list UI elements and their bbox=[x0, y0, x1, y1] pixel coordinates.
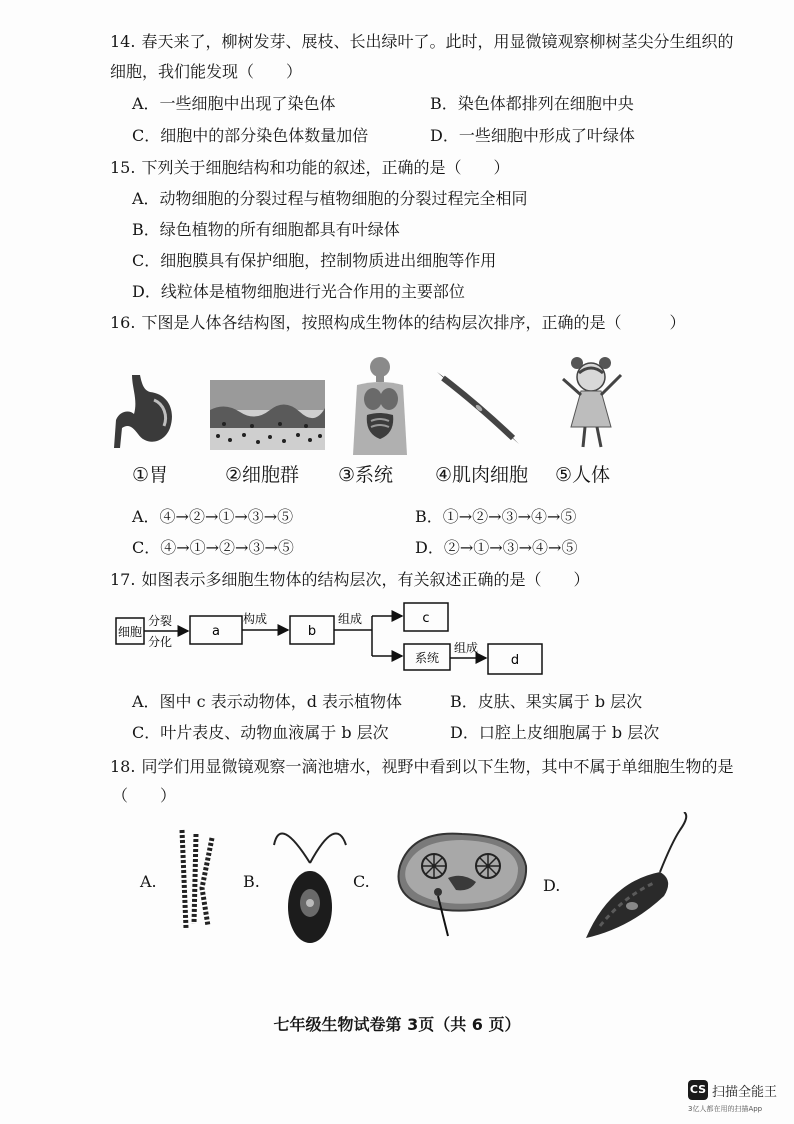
euglena-image bbox=[580, 812, 700, 952]
structure-level-diagram bbox=[110, 598, 550, 686]
q16-label-5: ⑤人体 bbox=[555, 464, 611, 486]
camscanner-name: 扫描全能王 bbox=[712, 1085, 778, 1100]
muscle-cell-image bbox=[433, 368, 523, 448]
q14-line2: 细胞，我们能发现（ ） bbox=[110, 62, 303, 81]
q15-option-b: B．绿色植物的所有细胞都具有叶绿体 bbox=[132, 220, 400, 239]
q16-label-1: ①胃 bbox=[132, 464, 169, 486]
q16-label-2: ②细胞群 bbox=[225, 464, 300, 486]
q14-option-d: D．一些细胞中形成了叶绿体 bbox=[430, 126, 635, 145]
q15-option-a: A．动物细胞的分裂过程与植物细胞的分裂过程完全相同 bbox=[132, 189, 528, 208]
q17-option-c: C．叶片表皮、动物血液属于 b 层次 bbox=[132, 723, 389, 742]
q14-number: 14. bbox=[110, 32, 136, 51]
q17-option-a: A．图中 c 表示动物体，d 表示植物体 bbox=[132, 692, 403, 711]
q16-label-3: ③系统 bbox=[338, 464, 394, 486]
q16-number: 16. bbox=[110, 313, 136, 332]
q16-option-d: D．②→①→③→④→⑤ bbox=[415, 538, 578, 557]
q17-stem-line bbox=[110, 570, 589, 590]
q18-label-d: D. bbox=[543, 876, 561, 895]
q15-stem-line bbox=[110, 158, 509, 178]
q17-option-d: D．口腔上皮细胞属于 b 层次 bbox=[450, 723, 660, 742]
q17-number: 17. bbox=[110, 570, 136, 589]
filament-organism-image bbox=[172, 828, 222, 933]
q18-stem-line bbox=[110, 757, 733, 777]
chlamydomonas-image bbox=[270, 815, 350, 945]
q18-label-b: B. bbox=[243, 872, 260, 891]
diagram-compose-label: 构成 bbox=[242, 612, 268, 626]
q16-option-a: A．④→②→①→③→⑤ bbox=[132, 507, 294, 526]
q14-option-b: B．染色体都排列在细胞中央 bbox=[430, 94, 634, 113]
q18-label-c: C. bbox=[353, 872, 370, 891]
diagram-differentiate-label: 分化 bbox=[147, 635, 173, 649]
stomach-image bbox=[110, 370, 180, 455]
diagram-form-label-2: 组成 bbox=[453, 641, 479, 655]
diagram-box-c: c bbox=[422, 611, 430, 626]
q16-option-c: C．④→①→②→③→⑤ bbox=[132, 538, 294, 557]
camscanner-logo: CS bbox=[688, 1080, 708, 1100]
q14-stem: 春天来了，柳树发芽、展枝、长出绿叶了。此时，用显微镜观察柳树茎尖分生组织的 bbox=[141, 32, 734, 51]
human-body-image bbox=[555, 355, 630, 455]
diagram-box-a: a bbox=[212, 624, 220, 639]
q17-option-b: B．皮肤、果实属于 b 层次 bbox=[450, 692, 643, 711]
q14-option-c: C．细胞中的部分染色体数量加倍 bbox=[132, 126, 369, 145]
page-footer: 七年级生物试卷第 3页（共 6 页） bbox=[273, 1015, 521, 1034]
q18-stem-line2: （ ） bbox=[112, 786, 177, 805]
diagram-system-box: 系统 bbox=[414, 651, 440, 665]
q15-stem: 下列关于细胞结构和功能的叙述，正确的是（ ） bbox=[141, 158, 510, 177]
q18-number: 18. bbox=[110, 757, 136, 776]
cell-group-image bbox=[210, 380, 325, 450]
q14-option-a: A．一些细胞中出现了染色体 bbox=[132, 94, 336, 113]
q18-stem: 同学们用显微镜观察一滴池塘水，视野中看到以下生物，其中不属于单细胞生物的是 bbox=[141, 757, 734, 776]
q17-stem: 如图表示多细胞生物体的结构层次，有关叙述正确的是（ ） bbox=[141, 570, 590, 589]
system-image bbox=[345, 355, 415, 455]
q16-stem-line bbox=[110, 313, 685, 333]
diagram-cell-label: 细胞 bbox=[117, 625, 143, 639]
q18-label-a: A. bbox=[140, 872, 157, 891]
q15-option-d: D．线粒体是植物细胞进行光合作用的主要部位 bbox=[132, 282, 465, 301]
q14-line1 bbox=[110, 32, 733, 52]
q16-option-b: B．①→②→③→④→⑤ bbox=[415, 507, 577, 526]
q15-number: 15. bbox=[110, 158, 136, 177]
q16-stem: 下图是人体各结构图，按照构成生物体的结构层次排序，正确的是（ ） bbox=[141, 313, 686, 332]
diagram-box-d: d bbox=[510, 653, 520, 668]
diagram-divide-label: 分裂 bbox=[147, 614, 173, 628]
diagram-box-b: b bbox=[307, 624, 317, 639]
diagram-form-label: 组成 bbox=[337, 612, 363, 626]
q16-label-4: ④肌肉细胞 bbox=[435, 464, 529, 486]
paramecium-image bbox=[392, 826, 532, 941]
q15-option-c: C．细胞膜具有保护细胞，控制物质进出细胞等作用 bbox=[132, 251, 497, 270]
camscanner-tagline: 3亿人都在用的扫描App bbox=[688, 1105, 763, 1113]
